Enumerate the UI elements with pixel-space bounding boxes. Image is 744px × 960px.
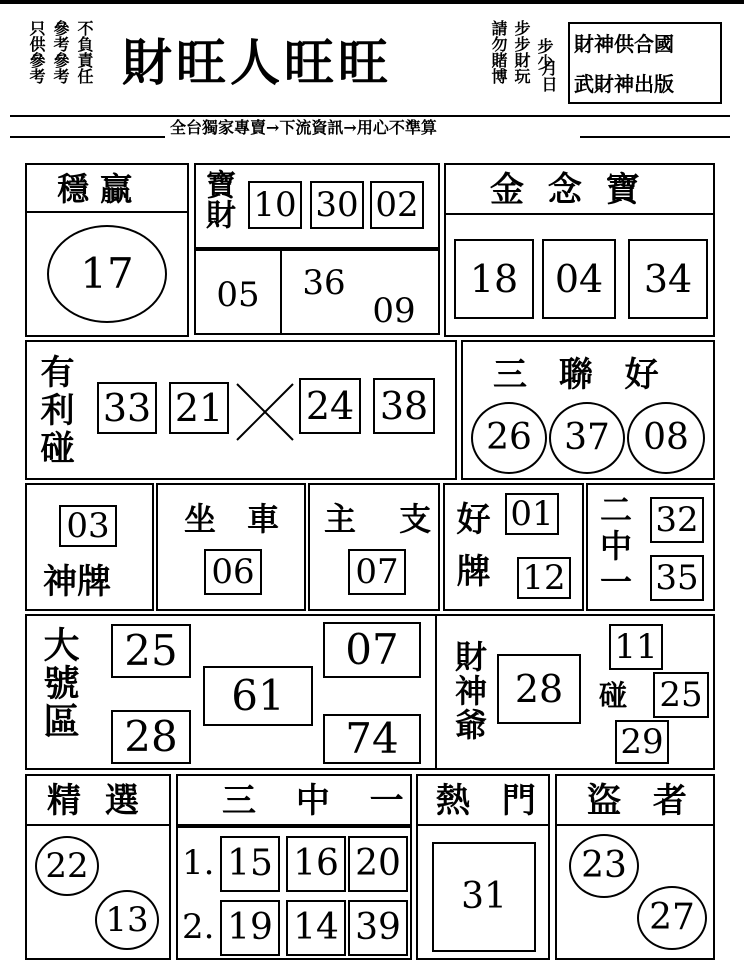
baocai-extra-panel (194, 249, 440, 335)
baocai-number-2: 30 (310, 181, 364, 229)
dahaoqu-left-1: 25 (111, 624, 191, 678)
daozhe-label: 盜 者 (587, 781, 697, 821)
baocai-label: 寶財 (200, 169, 235, 229)
notice-col-3: 步少 (535, 38, 554, 70)
sanzhongyi-label: 三 中 一 (222, 781, 418, 821)
jingxuan-panel (25, 824, 171, 960)
baocai-number-1: 10 (248, 181, 302, 229)
baocai-extra-3: 09 (372, 291, 416, 331)
haopai-number-2: 12 (517, 557, 571, 599)
wenying-panel (25, 211, 189, 337)
row4-divider (435, 616, 437, 768)
sanlianhao-number-3: 08 (627, 402, 705, 474)
erzhongyi-number-1: 32 (650, 497, 704, 543)
haopai-panel (443, 483, 584, 611)
publisher-line-2: 武財神出版 (574, 72, 674, 96)
caishenye-number: 28 (497, 654, 581, 724)
youlipeng-label: 有利碰 (34, 354, 74, 468)
slogan-rule-left (10, 136, 165, 138)
zhuzhi-panel (308, 483, 448, 611)
top-border (0, 0, 744, 4)
disclaimer-col-2: 參考參考 (51, 20, 70, 84)
sanzhongyi-row1-value-1: 15 (220, 836, 280, 892)
wenying-label: 穩 贏 (57, 170, 133, 208)
header-rule (10, 115, 730, 117)
jinnianbao-number-3: 34 (628, 239, 708, 319)
peng-number-2: 25 (653, 672, 709, 718)
dahaoqu-right-2: 74 (323, 714, 421, 764)
baocai-extra-2: 36 (302, 263, 346, 303)
jinnianbao-number-1: 18 (454, 239, 534, 319)
publisher-box (568, 22, 722, 104)
sanzhongyi-row1-value-2: 16 (286, 836, 346, 892)
dahaoqu-center: 61 (203, 666, 313, 726)
zuoche-label: 坐 車 (184, 500, 290, 538)
haopai-label: 好牌 (450, 501, 490, 605)
jingxuan-number-1: 22 (35, 836, 99, 896)
youlipeng-right-2: 38 (373, 378, 435, 434)
cross-icon (233, 380, 297, 444)
publisher-line-1: 財神供合國 (574, 32, 674, 56)
jingxuan-label: 精 選 (47, 781, 145, 821)
shenpai-label: 神牌 (43, 562, 111, 602)
jingxuan-number-2: 13 (95, 890, 159, 950)
youlipeng-panel (25, 340, 457, 480)
sanzhongyi-row2-value-1: 19 (220, 900, 280, 956)
sanzhongyi-row1-index: 1. (182, 843, 215, 883)
sanzhongyi-row2-value-2: 14 (286, 900, 346, 956)
haopai-number-1: 01 (505, 493, 559, 535)
sanzhongyi-row2-value-3: 39 (348, 900, 408, 956)
remen-number: 31 (432, 842, 536, 952)
row4-panel (25, 614, 715, 770)
youlipeng-left-1: 33 (97, 382, 157, 434)
jinnianbao-header (444, 163, 715, 215)
peng-label: 碰 (599, 679, 628, 712)
notice-col-4: 月日 (539, 60, 558, 92)
jinnianbao-panel (444, 213, 715, 337)
remen-label: 熱 門 (436, 781, 546, 821)
slogan: 全台獨家專賣→下流資訊→用心不準算 (170, 118, 437, 137)
shenpai-number: 03 (59, 505, 117, 547)
slogan-rule-right (580, 136, 730, 138)
peng-number-1: 11 (609, 624, 663, 670)
jinnianbao-number-2: 04 (542, 239, 616, 319)
sanlianhao-panel (461, 340, 715, 480)
baocai-number-3: 02 (370, 181, 424, 229)
youlipeng-right-1: 24 (299, 378, 361, 434)
erzhongyi-panel (586, 483, 715, 611)
remen-header (416, 774, 550, 826)
disclaimer-col-3: 只供參考 (27, 20, 46, 84)
wenying-number: 17 (47, 225, 167, 323)
sanzhongyi-panel (176, 826, 412, 960)
zhuzhi-number: 07 (348, 549, 406, 595)
daozhe-number-1: 23 (569, 834, 639, 898)
jinnianbao-label: 金 念 寶 (490, 170, 646, 210)
erzhongyi-number-2: 35 (650, 555, 704, 601)
sanlianhao-number-2: 37 (549, 402, 625, 474)
peng-number-3: 29 (615, 720, 669, 764)
baocai-divider (280, 251, 282, 333)
disclaimer-col-1: 不負責任 (75, 20, 94, 84)
sanzhongyi-header (176, 774, 418, 826)
jingxuan-header (25, 774, 171, 826)
baocai-panel (194, 163, 440, 249)
sanzhongyi-row1-value-3: 20 (348, 836, 408, 892)
remen-panel (416, 824, 550, 960)
zhuzhi-label: 主 支 (324, 500, 448, 538)
youlipeng-left-2: 21 (169, 382, 229, 434)
daozhe-panel (555, 824, 715, 960)
notice-col-2: 步步財玩 (512, 20, 531, 84)
dahaoqu-left-2: 28 (111, 710, 191, 764)
dahaoqu-label: 大號區 (38, 626, 80, 740)
daozhe-number-2: 27 (637, 886, 707, 950)
notice-col-1: 請勿賭博 (489, 20, 508, 84)
dahaoqu-right-1: 07 (323, 622, 421, 678)
zuoche-number: 06 (204, 549, 262, 595)
page-title: 財旺人旺旺 (122, 33, 392, 92)
shenpai-panel (25, 483, 154, 611)
zuoche-panel (156, 483, 306, 611)
baocai-extra-1: 05 (216, 275, 260, 315)
daozhe-header (555, 774, 715, 826)
sanlianhao-number-1: 26 (471, 402, 547, 474)
caishenye-label: 財神爺 (450, 640, 488, 742)
sanlianhao-label: 三 聯 好 (493, 355, 669, 395)
wenying-header (25, 163, 189, 213)
erzhongyi-label: 二中一 (595, 493, 633, 601)
sanzhongyi-row2-index: 2. (182, 907, 215, 947)
